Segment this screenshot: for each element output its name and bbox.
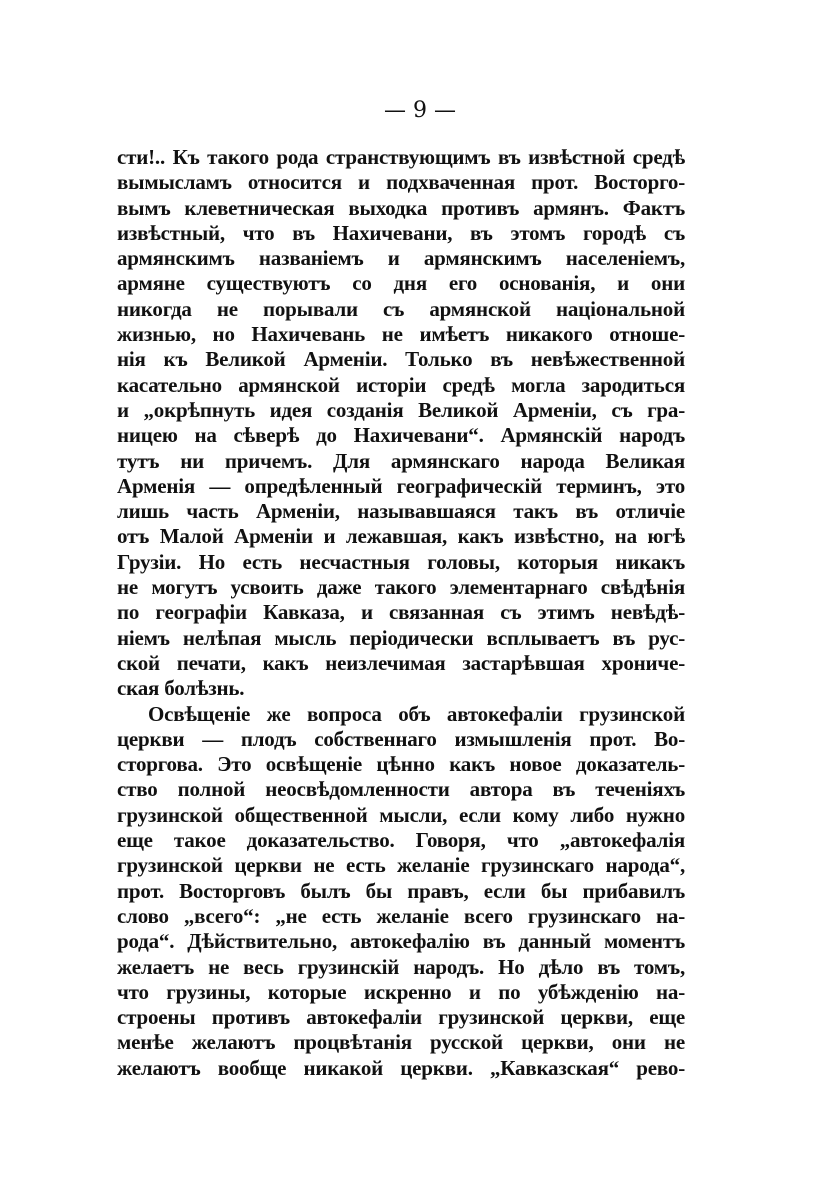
page-number: — 9 — (384, 98, 456, 123)
text-line: отъ Малой Арменіи и лежавшая, какъ извѣстно, на югѣ (117, 524, 685, 549)
text-line: по географіи Кавказа, и связанная съ этимъ невѣдѣ- (117, 600, 685, 625)
text-line: сти!.. Къ такого рода странствующимъ въ извѣстной средѣ (117, 145, 685, 169)
text-line: Арменія — опредѣленный географическій терминъ, это (117, 473, 685, 498)
text-line: тутъ ни причемъ. Для армянскаго народа Великая (117, 448, 685, 473)
paragraph-2 (117, 702, 685, 1081)
text-line: что грузины, которые искренно и по убѣжденію на- (117, 979, 685, 1004)
text-line: рода“. Дѣйствительно, автокефалію въ данный моментъ (117, 929, 685, 954)
text-line: ніемъ нелѣпая мысль періодически всплываетъ въ рус- (117, 625, 685, 650)
body-text (117, 145, 685, 1081)
text-line: церкви — плодъ собственнаго измышленія прот. Во- (117, 726, 685, 751)
text-line: ницею на сѣверѣ до Нахичевани“. Армянскій народъ (117, 423, 685, 448)
text-line: Освѣщеніе же вопроса объ автокефаліи грузинской (148, 701, 685, 726)
text-line: прот. Восторговъ былъ бы правъ, если бы прибавилъ (117, 878, 685, 903)
text-line: извѣстный, что въ Нахичевани, въ этомъ городѣ съ (117, 220, 685, 245)
text-line: вымъ клеветническая выходка противъ армянъ. Фактъ (117, 195, 685, 220)
text-line: сторгова. Это освѣщеніе цѣнно какъ новое доказатель- (117, 752, 685, 777)
text-line: армяне существуютъ со дня его основанія, и они (117, 271, 685, 296)
text-line: ская болѣзнь. (117, 676, 245, 701)
text-line: строены противъ автокефаліи грузинской церкви, еще (117, 1005, 685, 1030)
text-line: Грузіи. Но есть несчастныя головы, которыя никакъ (117, 549, 685, 574)
paragraph-1 (117, 145, 685, 702)
text-line: вымысламъ относится и подхваченная прот. Восторго- (117, 170, 685, 195)
text-line: слово „всего“: „не есть желаніе всего грузинскаго на- (117, 903, 685, 928)
text-line: грузинской общественной мысли, если кому либо нужно (117, 802, 685, 827)
text-line: ской печати, какъ неизлечимая застарѣвшая хрониче- (117, 650, 685, 675)
text-line: жизнью, но Нахичевань не имѣетъ никакого отноше- (117, 322, 685, 347)
text-line: еще такое доказательство. Говоря, что „автокефалія (117, 828, 685, 853)
text-line: не могутъ усвоить даже такого элементарнаго свѣдѣнія (117, 575, 685, 600)
text-line: лишь часть Арменіи, называвшаяся такъ въ отличіе (117, 499, 685, 524)
text-line: касательно армянской исторіи средѣ могла зародиться (117, 372, 685, 397)
text-line: и „окрѣпнуть идея созданія Великой Арменіи, съ гра- (117, 397, 685, 422)
text-line: желаетъ не весь грузинскій народъ. Но дѣло въ томъ, (117, 954, 685, 979)
text-line: никогда не порывали съ армянской національной (117, 296, 685, 321)
text-line: грузинской церкви не есть желаніе грузинскаго народа“, (117, 853, 685, 878)
text-line: ство полной неосвѣдомленности автора въ теченіяхъ (117, 777, 685, 802)
text-line: армянскимъ названіемъ и армянскимъ населеніемъ, (117, 246, 685, 271)
text-line: нія къ Великой Арменіи. Только въ невѣжественной (117, 347, 685, 372)
text-line: менѣе желаютъ процвѣтанія русской церкви, они не (117, 1030, 685, 1055)
text-line: желаютъ вообще никакой церкви. „Кавказская“ рево- (117, 1055, 685, 1080)
